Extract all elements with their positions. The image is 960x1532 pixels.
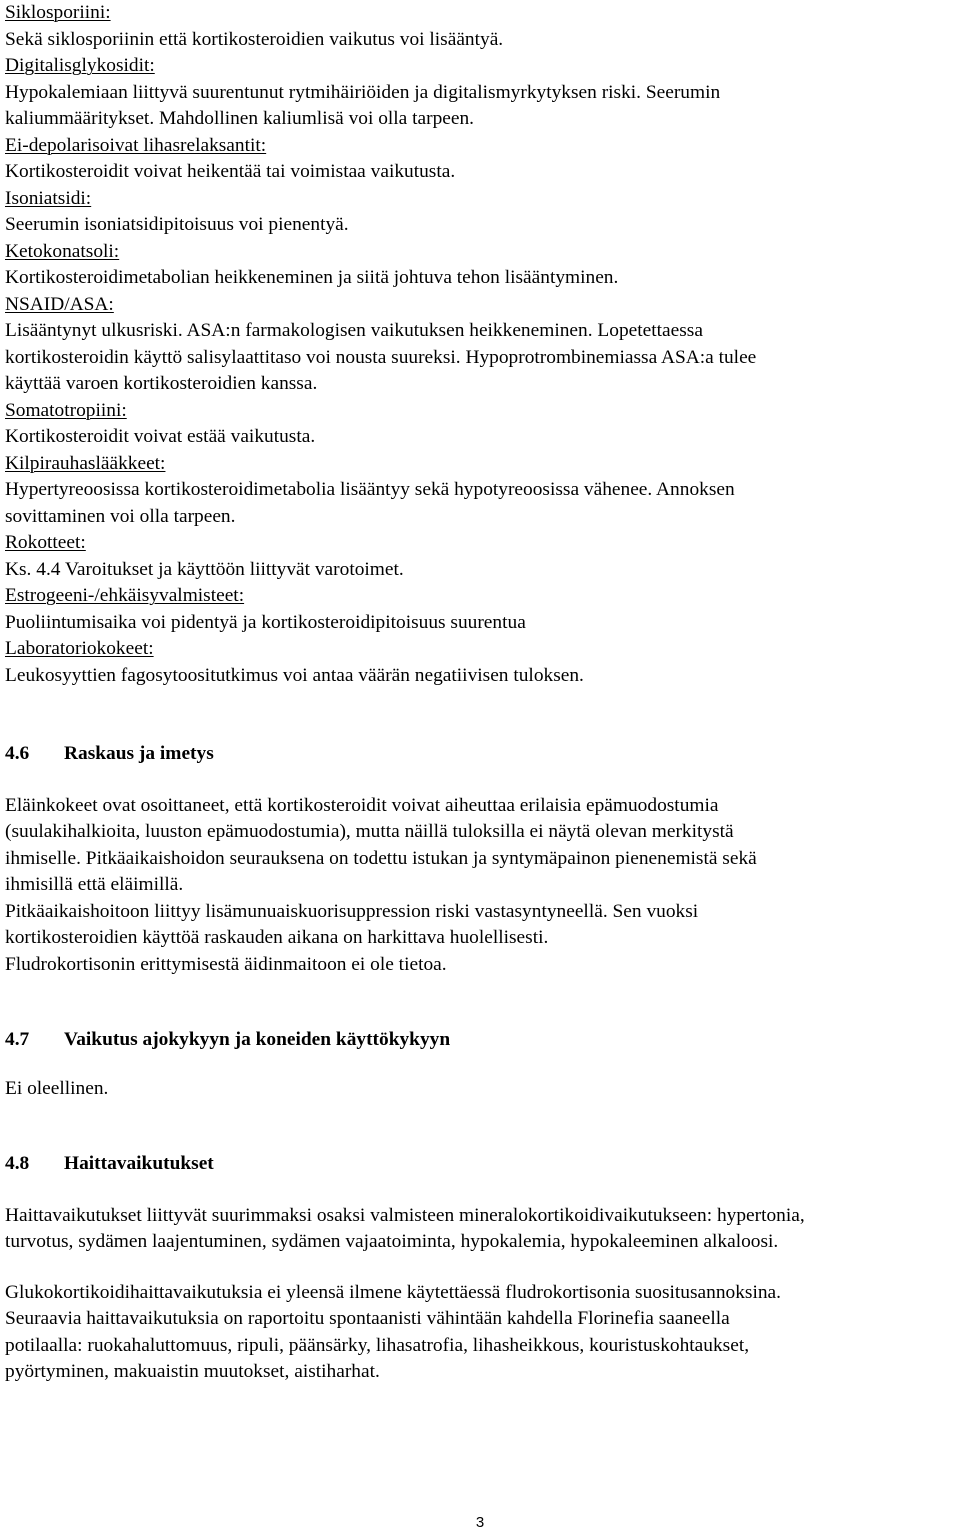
paragraph-line: (suulakihalkioita, luuston epämuodostumia), mutta näillä tuloksilla ei näytä olevan merkitystä [5,821,734,842]
paragraph-line: turvotus, sydämen laajentuminen, sydämen vajaatoiminta, hypokalemia, hypokaleeminen alkaloosi. [5,1231,779,1252]
paragraph-line: kortikosteroidien käyttöä raskauden aikana on harkittava huolellisesti. [5,927,549,948]
section-number: 4.8 [5,1153,30,1174]
section-body [5,1076,957,1103]
paragraph-line: ihmisillä että eläimillä. [5,874,184,895]
interaction-label-kilpirauhaslaakkeet: Kilpirauhaslääkkeet: [5,452,166,474]
paragraph-line: Ei oleellinen. [5,1077,109,1099]
interaction-text: Kortikosteroidit voivat heikentää tai voimistaa vaikutusta. [5,161,456,182]
section-body [5,1203,957,1386]
interaction-text: sovittaminen voi olla tarpeen. [5,505,236,527]
interaction-label-isoniatsidi: Isoniatsidi: [5,187,92,209]
interaction-text: Hypertyreoosissa kortikosteroidimetabolia lisääntyy sekä hypotyreoosissa vähenee. Annoksen [5,479,735,500]
interaction-label-nsaid-asa: NSAID/ASA: [5,293,114,315]
paragraph-line: Glukokortikoidihaittavaikutuksia ei yleensä ilmene käytettäessä fludrokortisonia suositusannoksina. [5,1281,782,1303]
interaction-text: Ks. 4.4 Varoitukset ja käyttöön liittyvät varotoimet. [5,558,404,580]
paragraph-line: pyörtyminen, makuaistin muutokset, aistiharhat. [5,1361,380,1382]
paragraph-line: potilaalla: ruokahaluttomuus, ripuli, päänsärky, lihasatrofia, lihasheikkous, kouristuskohtaukset, [5,1334,750,1356]
section-4-7 [5,1027,957,1102]
interaction-text: Kortikosteroidit voivat estää vaikutusta. [5,426,316,447]
interactions-section [5,0,957,689]
section-title: Vaikutus ajokykyyn ja koneiden käyttökykyyn [64,1029,451,1050]
section-4-8 [5,1151,957,1386]
interaction-label-somatotropiini: Somatotropiini: [5,399,127,421]
interaction-text: Lisääntynyt ulkusriski. ASA:n farmakologisen vaikutuksen heikkeneminen. Lopetettaessa [5,320,703,341]
interaction-text: käyttää varoen kortikosteroidien kanssa. [5,373,318,394]
interaction-label-ketokonatsoli: Ketokonatsoli: [5,240,120,262]
section-heading [5,1151,957,1178]
section-number: 4.6 [5,743,30,764]
interaction-text: Sekä siklosporiinin että kortikosteroidien vaikutus voi lisääntyä. [5,28,504,50]
section-heading [5,741,957,768]
paragraph-line: Pitkäaikaishoitoon liittyy lisämunuaiskuorisuppression riski vastasyntyneellä. Sen vuoksi [5,900,699,922]
paragraph-line: Haittavaikutukset liittyvät suurimmaksi osaksi valmisteen mineralokortikoidivaikutukseen: hypertonia, [5,1204,805,1226]
interaction-text: kaliummääritykset. Mahdollinen kaliumlisä voi olla tarpeen. [5,108,475,129]
paragraph-line: Seuraavia haittavaikutuksia on raportoitu spontaanisti vähintään kahdella Florinefia saaneella [5,1308,730,1329]
page-number: 3 [475,1514,485,1531]
interaction-label-digitalisglykosidit: Digitalisglykosidit: [5,55,155,76]
paragraph-line: Fludrokortisonin erittymisestä äidinmaitoon ei ole tietoa. [5,953,447,975]
interaction-label-siklosporiini: Siklosporiini: [5,2,111,23]
interaction-label-lihasrelaksantit: Ei-depolarisoivat lihasrelaksantit: [5,134,267,156]
section-title: Haittavaikutukset [64,1153,214,1174]
interaction-text: Hypokalemiaan liittyvä suurentunut rytmihäiriöiden ja digitalismyrkytyksen riski. Seerumin [5,81,721,103]
interaction-label-rokotteet: Rokotteet: [5,532,86,553]
paragraph-line: ihmiselle. Pitkäaikaishoidon seurauksena on todettu istukan ja syntymäpainon pienenemistä sekä [5,847,757,869]
section-4-6 [5,741,957,978]
section-heading [5,1027,957,1054]
interaction-label-laboratoriokokeet: Laboratoriokokeet: [5,638,154,659]
interaction-text: kortikosteroidin käyttö salisylaattitaso voi nousta suureksi. Hypoprotrombinemiassa ASA:a tulee [5,346,757,368]
interaction-text: Puoliintumisaika voi pidentyä ja kortikosteroidipitoisuus suurentua [5,611,526,633]
interaction-text: Leukosyyttien fagosytoositutkimus voi antaa väärän negatiivisen tuloksen. [5,664,584,686]
document-page [5,0,957,1386]
section-number: 4.7 [5,1029,30,1050]
paragraph-line: Eläinkokeet ovat osoittaneet, että kortikosteroidit voivat aiheuttaa erilaisia epämuodostumia [5,794,719,816]
interaction-text: Seerumin isoniatsidipitoisuus voi pienentyä. [5,214,349,235]
section-title: Raskaus ja imetys [64,743,214,764]
interaction-text: Kortikosteroidimetabolian heikkeneminen ja siitä johtuva tehon lisääntyminen. [5,267,619,288]
interaction-label-estrogeeni: Estrogeeni-/ehkäisyvalmisteet: [5,585,245,606]
section-body [5,793,957,979]
